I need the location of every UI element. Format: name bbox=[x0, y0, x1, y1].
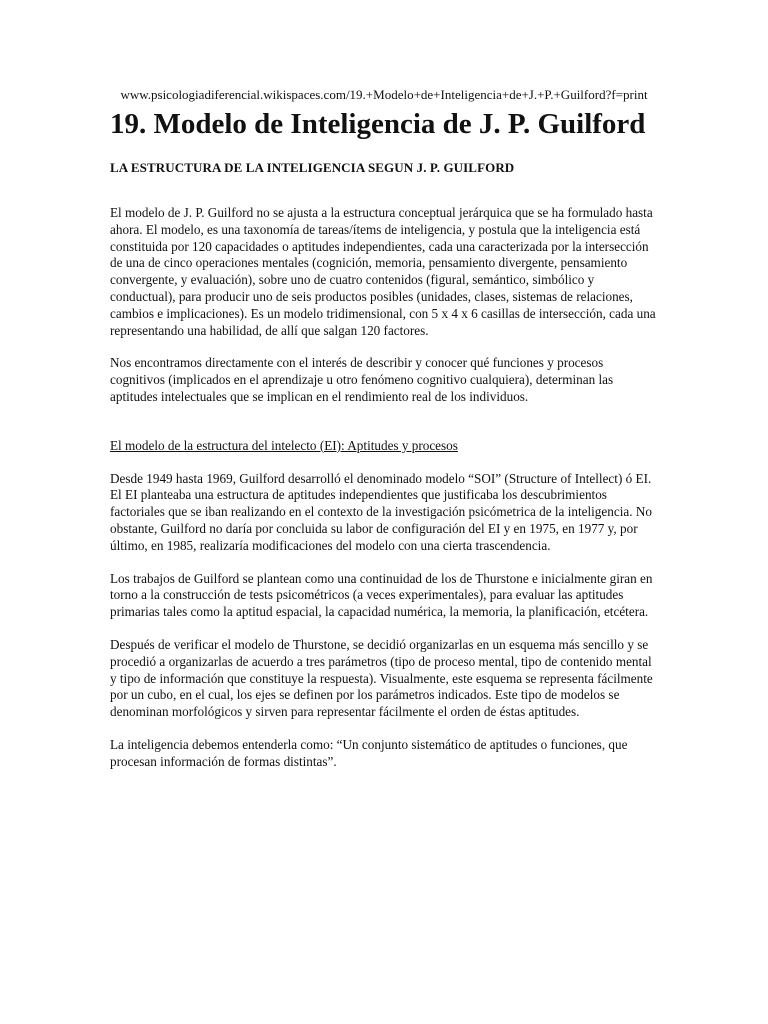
source-url-text: www.psicologiadiferencial.wikispaces.com/19.+Modelo+de+Inteligencia+de+J.+P.+Guilford?f=print bbox=[120, 87, 648, 102]
source-url bbox=[110, 87, 658, 103]
section-heading: El modelo de la estructura del intelecto (EI): Aptitudes y procesos bbox=[110, 437, 458, 453]
paragraph-soi-history: Desde 1949 hasta 1969, Guilford desarrolló el denominado modelo “SOI” (Structure of Intellect) ó EI. El EI planteaba una estructura de aptitudes independientes que justificaba los descubrimientos factoriales que se iban realizando en el contexto de la investigación psicómetrica de la inteligencia. No obstante, Guilford no daría por concluida su labor de configuración del EI y en 1975, en 1977 y, por último, en 1985, realizaría modificaciones del modelo con una cierta trascendencia. bbox=[110, 470, 652, 553]
paragraph-thurstone-continuity: Los trabajos de Guilford se plantean como una continuidad de los de Thurstone e inicialmente giran en torno a la construcción de tests psicométricos (a veces experimentales), para evaluar las aptitudes primarias tales como la aptitud espacial, la capacidad numérica, la memoria, la planificación, etcétera. bbox=[110, 570, 653, 620]
paragraph-cube-model: Después de verificar el modelo de Thurstone, se decidió organizarlas en un esquema más sencillo y se procedió a organizarlas de acuerdo a tres parámetros (tipo de proceso mental, tipo de contenido mental y tipo de información que constituye la respuesta). Visualmente, este esquema se representa fácilmente por un cubo, en el cual, los ejes se definen por los parámetros indicados. Este tipo de modelos se denominan morfológicos y sirven para representar fácilmente el orden de éstas aptitudes. bbox=[110, 636, 653, 720]
paragraph-intelligence-definition: La inteligencia debemos entenderla como: “Un conjunto sistemático de aptitudes o funciones, que procesan información de formas distintas”. bbox=[110, 736, 628, 769]
paragraph-model-overview: El modelo de J. P. Guilford no se ajusta a la estructura conceptual jerárquica que se ha formulado hasta ahora. El modelo, es una taxonomía de tareas/ítems de inteligencia, y postula que la inteligencia está constituida por 120 capacidades o aptitudes independientes, cada una caracterizada por la intersección de una de cinco operaciones mentales (cognición, memoria, pensamiento divergente, pensamiento convergente, y evaluación), sobre uno de cuatro contenidos (figural, semántico, simbólico y conductual), para producir uno de seis productos posibles (unidades, clases, sistemas de relaciones, cambios e implicaciones). Es un modelo tridimensional, con 5 x 4 x 6 casillas de intersección, cada una representando una habilidad, de allí que salgan 120 factores. bbox=[110, 205, 656, 338]
document-subtitle: LA ESTRUCTURA DE LA INTELIGENCIA SEGUN J. P. GUILFORD bbox=[110, 160, 515, 175]
document-page bbox=[110, 0, 658, 771]
paragraph-cognitive-functions: Nos encontramos directamente con el interés de describir y conocer qué funciones y procesos cognitivos (implicados en el aprendizaje u otro fenómeno cognitivo cualquiera), determinan las aptitudes intelectuales que se implican en el rendimiento real de los individuos. bbox=[110, 355, 614, 404]
document-title: 19. Modelo de Inteligencia de J. P. Guilford bbox=[110, 108, 646, 140]
